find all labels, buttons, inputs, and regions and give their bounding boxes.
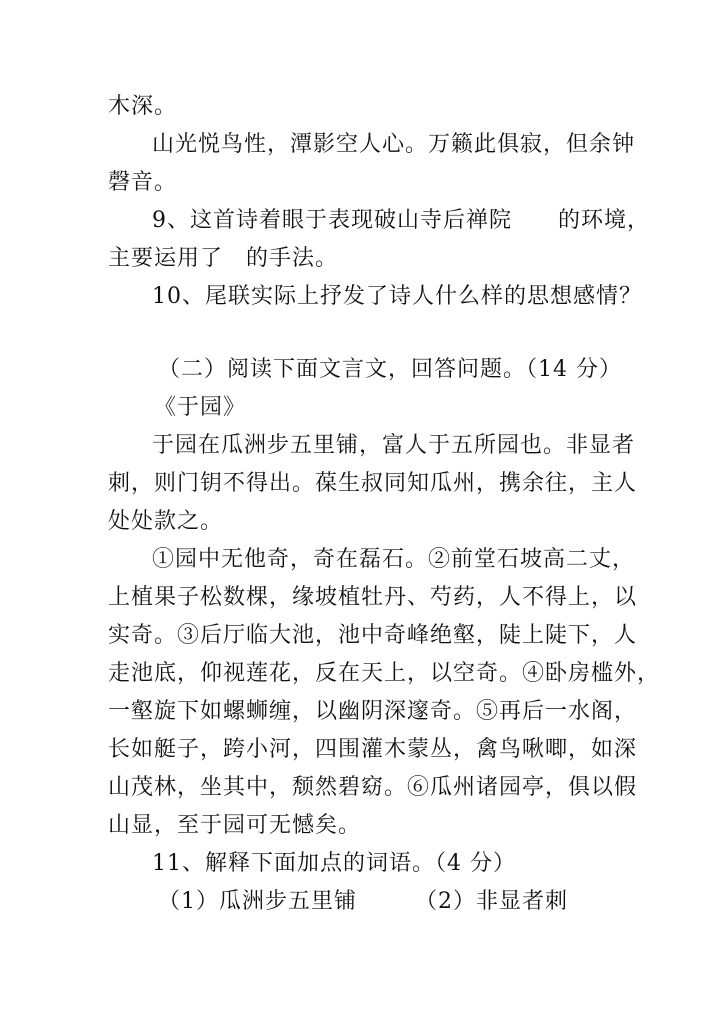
passage-paragraph-2-line: 实奇。③后厅临大池，池中奇峰绝壑，陡上陡下，人 [108, 623, 638, 648]
passage-paragraph-2-line: 上植果子松数棵，缘坡植牡丹、芍药，人不得上，以 [108, 585, 638, 610]
passage-paragraph-2-line: 山茂林，坐其中，颓然碧窈。⑥瓜州诸园亭，俱以假 [108, 775, 638, 800]
question-9: 9、这首诗着眼于表现破山寺后禅院 的环境， [152, 208, 650, 233]
passage-title: 《于园》 [154, 395, 247, 420]
question-11: 11、解释下面加点的词语。（4 分） [152, 851, 516, 876]
passage-paragraph-2-line: 长如艇子，跨小河，四围灌木蒙丛，禽鸟啾唧，如深 [108, 737, 638, 762]
poem-line-continuation: 磬音。 [108, 170, 178, 195]
passage-paragraph-1-line: 刺，则门钥不得出。葆生叔同知瓜州，携余往，主人 [108, 471, 638, 496]
passage-paragraph-1-line: 于园在瓜洲步五里铺，富人于五所园也。非显者 [152, 433, 636, 458]
question-9-continuation: 主要运用了 的手法。 [108, 246, 339, 271]
question-11-items: （1）瓜洲步五里铺 （2）非显者刺 [158, 889, 568, 914]
question-10: 10、尾联实际上抒发了诗人什么样的思想感情？ [152, 284, 642, 309]
section-heading: （二）阅读下面文言文，回答问题。（14 分） [158, 357, 622, 382]
poem-line: 山光悦鸟性，潭影空人心。万籁此俱寂，但余钟 [152, 132, 636, 157]
passage-paragraph-2-line: ①园中无他奇，奇在磊石。②前堂石坡高二丈， [152, 547, 636, 572]
passage-paragraph-2-line: 山显，至于园可无憾矣。 [108, 813, 362, 838]
passage-paragraph-2-line: 走池底，仰视莲花，反在天上，以空奇。④卧房槛外， [108, 661, 661, 686]
passage-paragraph-2-line: 一壑旋下如螺蛳缠，以幽阴深邃奇。⑤再后一水阁， [108, 699, 638, 724]
passage-paragraph-1-line: 处处款之。 [108, 509, 224, 534]
poem-line-end: 木深。 [108, 94, 178, 119]
